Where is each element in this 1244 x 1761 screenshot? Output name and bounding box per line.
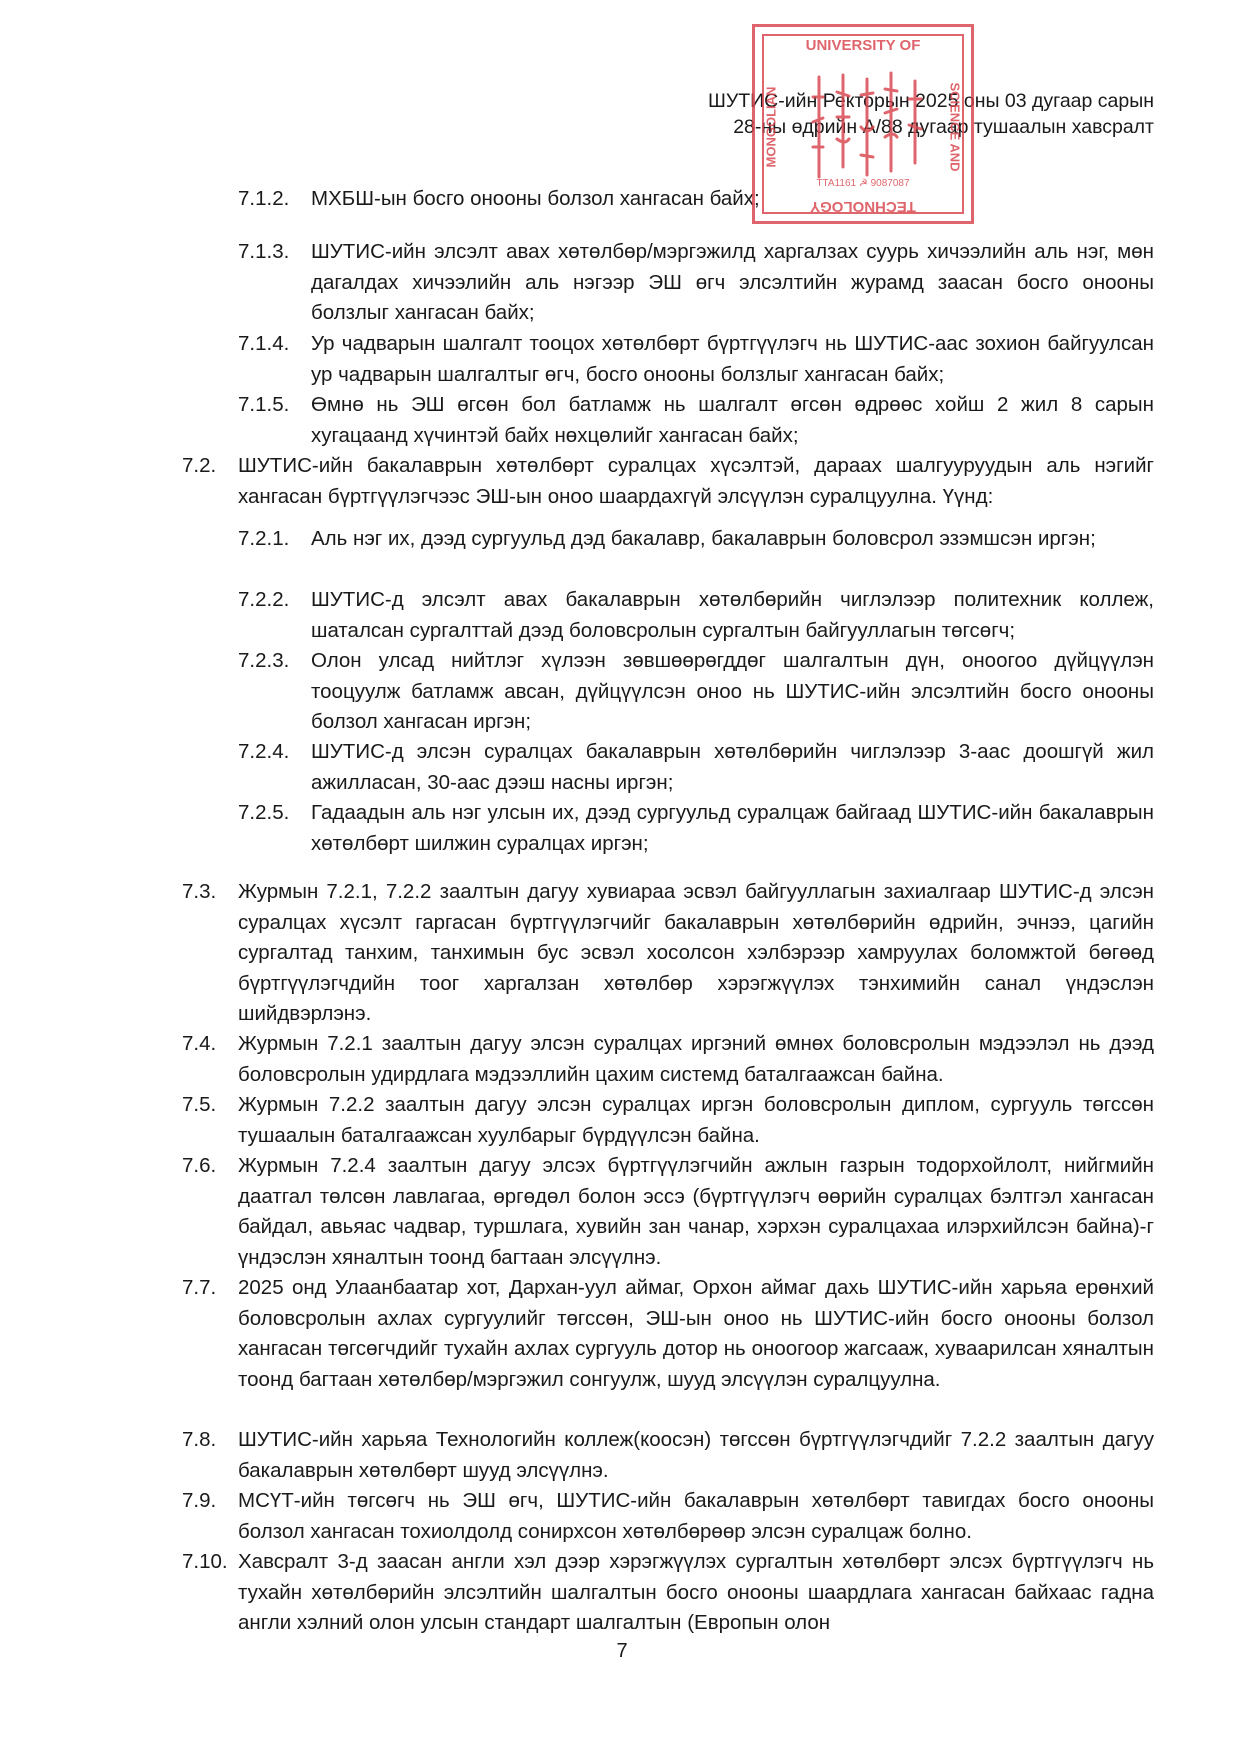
clause-text: Журмын 7.2.1, 7.2.2 заалтын дагуу хувиараа эсвэл байгууллагын захиалгаар ШУТИС-д элсэн суралцах хүсэлт гаргасан бүртгүүлэгчийг бакалаврын хөтөлбөрийн өдрийн, эчнээ, цагийн сургалтад танхим, танхимын бус эсвэл хосолсон хэлбэрээр хамруулах боломжтой бөгөөд бүртгүүлэгчдийн тоог харгалзан хөтөлбөр хэрэгжүүлэх тэнхимийн санал үндэслэн шийдвэрлэнэ. (238, 880, 1154, 1025)
clause-number: 7.1.5. (238, 393, 290, 416)
clause-text: ШУТИС-д элсэн суралцах бакалаврын хөтөлбөрийн чиглэлээр 3-аас доошгүй жил ажилласан, 30-аас дээш насны иргэн; (311, 740, 1154, 794)
clause-text: ШУТИС-д элсэлт авах бакалаврын хөтөлбөрийн чиглэлээр политехник коллеж, шаталсан сургалттай дээд боловсролын сургалтын байгууллагын төгсөгч; (311, 588, 1154, 642)
stamp-top-text: UNIVERSITY OF (805, 37, 921, 54)
university-stamp (752, 24, 974, 224)
clause-number: 7.1.4. (238, 332, 290, 355)
clause-text: МСҮТ-ийн төгсөгч нь ЭШ өгч, ШУТИС-ийн бакалаврын хөтөлбөрт тавигдах босго онооны болзол хангасан тохиолдолд сонирхсон хөтөлбөрөөр элсэн суралцаж болно. (238, 1489, 1154, 1543)
stamp-right-text: SCIENCE AND (947, 82, 963, 172)
clause-text: ШУТИС-ийн харьяа Технологийн коллеж(коосэн) төгссөн бүртгүүлэгчдийг 7.2.2 заалтын дагуу бакалаврын хөтөлбөрт шууд элсүүлнэ. (238, 1428, 1154, 1482)
clause-text: Журмын 7.2.4 заалтын дагуу элсэх бүртгүүлэгчийн ажлын газрын тодорхойлолт, нийгмийн даатгал төлсөн лавлагаа, өргөдөл болон эссэ (бүртгүүлэгч өөрийн суралцах бэлтгэл хангасан байдал, авьяас чадвар, туршлага, хувийн зан чанар, хэрхэн суралцахаа илэрхийлсэн байна)-г үндэслэн хяналтын тоонд багтаан элсүүлнэ. (238, 1154, 1154, 1269)
clause-text: Олон улсад нийтлэг хүлээн зөвшөөрөгддөг шалгалтын дүн, оноогоо дүйцүүлэн тооцуулж батламж авсан, дүйцүүлсэн оноо нь ШУТИС-ийн элсэлтийн босго онооны болзол хангасан иргэн; (311, 649, 1154, 733)
clause-number: 7.3. (182, 880, 217, 903)
clause-number: 7.2.5. (238, 801, 290, 824)
clause-text: Аль нэг их, дээд сургуульд дэд бакалавр, бакалаврын боловсрол эзэмшсэн иргэн; (311, 527, 1096, 550)
clause-text: Гадаадын аль нэг улсын их, дээд сургуульд суралцаж байгаад ШУТИС-ийн бакалаврын хөтөлбөрт шилжин суралцах иргэн; (311, 801, 1154, 855)
clause-text: Журмын 7.2.2 заалтын дагуу элсэн суралцах иргэн боловсролын диплом, сургууль төгссөн тушаалын баталгаажсан хуулбарыг бүрдүүлсэн байна. (238, 1093, 1154, 1147)
clause-text: ШУТИС-ийн бакалаврын хөтөлбөрт суралцах хүсэлтэй, дараах шалгууруудын аль нэгийг хангасан бүртгүүлэгчээс ЭШ-ын оноо шаардахгүй элсүүлэн суралцуулна. Үүнд: (238, 454, 1154, 508)
stamp-left-text: MONGOLIAN (763, 86, 779, 168)
clause-text: Өмнө нь ЭШ өгсөн бол батламж нь шалгалт өгсөн өдрөөс хойш 2 жил 8 сарын хугацаанд хүчинтэй байх нөхцөлийг хангасан байх; (311, 393, 1154, 447)
stamp-mongolian-script-icon (801, 67, 931, 187)
clause-number: 7.2.3. (238, 649, 290, 672)
clause-number: 7.2.4. (238, 740, 290, 763)
clause-text: 2025 онд Улаанбаатар хот, Дархан-уул аймаг, Орхон аймаг дахь ШУТИС-ийн харьяа ерөнхий боловсролын ахлах сургуулийг төгссөн, ЭШ-ын оноо нь ШУТИС-ийн босго онооны болзол хангасан төгсөгчдийг тухайн ахлах сургууль дотор нь оноогоор жагсааж, хуваарилсан хяналтын тоонд багтаан хөтөлбөр/мэргэжил сонгуулж, шууд элсүүлэн суралцуулна. (238, 1276, 1154, 1391)
stamp-bottom-text: TECHNOLOGY (810, 198, 916, 215)
clause-number: 7.1.2. (238, 187, 290, 210)
clause-text: ШУТИС-ийн элсэлт авах хөтөлбөр/мэргэжилд харгалзах суурь хичээлийн аль нэг, мөн дагалдах хичээлийн аль нэгээр ЭШ өгч элсэлтийн журамд заасан босго онооны болзлыг хангасан байх; (311, 240, 1154, 324)
clause-number: 7.6. (182, 1154, 217, 1177)
clause-number: 7.2. (182, 454, 217, 477)
clause-number: 7.8. (182, 1428, 217, 1451)
clause-number: 7.4. (182, 1032, 217, 1055)
clause-number: 7.2.1. (238, 527, 290, 550)
clause-number: 7.1.3. (238, 240, 290, 263)
header-line-1: ШУТИС-ийн Ректорын 2025 оны 03 дугаар сарын (707, 90, 1154, 112)
clause-number: 7.2.2. (238, 588, 290, 611)
clause-text: Хавсралт 3-д заасан англи хэл дээр хэрэгжүүлэх сургалтын хөтөлбөрт элсэх бүртгүүлэгч нь тухайн хөтөлбөрийн элсэлтийн шалгалтын босго онооны шаардлага хангасан байхаас гадна англи хэлний олон улсын стандарт шалгалтын (Европын олон (238, 1550, 1154, 1634)
clause-number: 7.7. (182, 1276, 217, 1299)
stamp-registration-number: TTA1161 ☭ 9087087 (816, 178, 910, 189)
clause-number: 7.9. (182, 1489, 217, 1512)
clause-number: 7.5. (182, 1093, 217, 1116)
clause-text: Ур чадварын шалгалт тооцох хөтөлбөрт бүртгүүлэгч нь ШУТИС-аас зохион байгуулсан ур чадварын шалгалтыг өгч, босго онооны болзлыг хангасан байх; (311, 332, 1154, 386)
header-line-2: 28-ны өдрийн А/88 дугаар тушаалын хавсралт (733, 116, 1154, 138)
clause-number: 7.10. (182, 1550, 228, 1573)
clause-text: МХБШ-ын босго онооны болзол хангасан байх; (311, 187, 760, 210)
page-number: 7 (616, 1640, 628, 1662)
clause-text: Журмын 7.2.1 заалтын дагуу элсэн суралцах иргэний өмнөх боловсролын мэдээлэл нь дээд боловсролын удирдлага мэдээллийн цахим системд баталгаажсан байна. (238, 1032, 1154, 1086)
